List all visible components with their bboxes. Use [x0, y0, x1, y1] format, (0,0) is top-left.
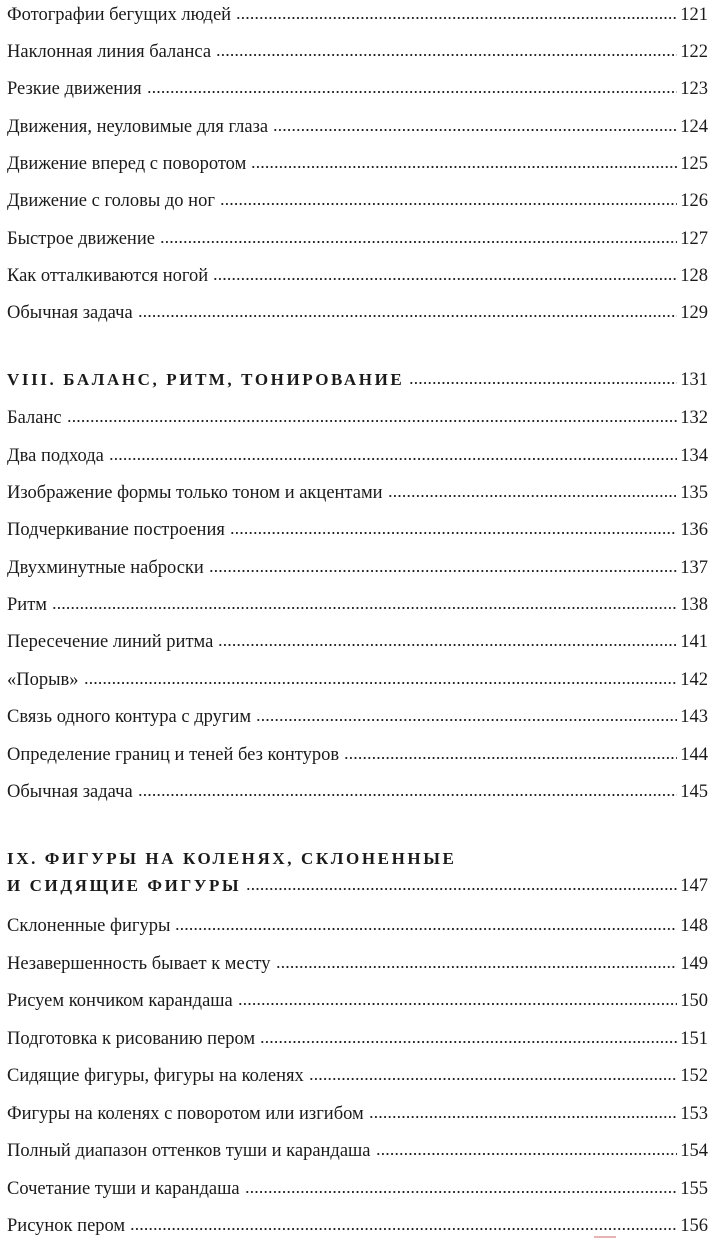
chapter-title-line2: И СИДЯЩИЕ ФИГУРЫ [7, 876, 242, 895]
entry-page: 137 [680, 558, 708, 578]
toc-entry [7, 304, 708, 323]
dot-leader [236, 16, 677, 20]
dot-leader [220, 202, 677, 206]
entry-title: Ритм [7, 595, 47, 615]
dot-leader [213, 277, 677, 281]
entry-title: Рисунок пером [7, 1216, 126, 1236]
toc-entry [7, 521, 708, 540]
toc-entry [7, 1105, 708, 1124]
entry-title: Двухминутные наброски [7, 558, 204, 578]
toc-entry [7, 596, 708, 615]
dot-leader [256, 718, 677, 722]
toc-entry [7, 1067, 708, 1086]
entry-title: Пересечение линий ритма [7, 632, 214, 652]
entry-page: 149 [680, 954, 708, 974]
entry-page: 121 [680, 5, 708, 25]
toc-entry [7, 708, 708, 727]
dot-leader [260, 1040, 677, 1044]
entry-title: Сидящие фигуры, фигуры на коленях [7, 1066, 304, 1086]
entry-title: Движение вперед с поворотом [7, 154, 247, 174]
entry-page: 141 [680, 632, 708, 652]
toc-entry [7, 1030, 708, 1049]
entry-page: 145 [680, 782, 708, 802]
toc-entry [7, 43, 708, 62]
dot-leader [130, 1227, 677, 1231]
entry-title: Наклонная линия баланса [7, 42, 212, 62]
dot-leader [67, 419, 678, 423]
entry-title: Движения, неуловимые для глаза [7, 117, 269, 137]
entry-title: Движение с головы до ног [7, 191, 215, 211]
toc-entry [7, 559, 708, 578]
entry-title: Рисуем кончиком карандаша [7, 991, 233, 1011]
entry-page: 150 [680, 991, 708, 1011]
toc-entry [7, 1180, 708, 1199]
dot-leader [138, 793, 678, 797]
dot-leader [138, 314, 678, 318]
entry-page: 151 [680, 1029, 708, 1049]
dot-leader [409, 381, 677, 385]
chapter-page: 147 [680, 876, 708, 896]
toc-entry [7, 6, 708, 25]
chapter-title-line1: IX. ФИГУРЫ НА КОЛЕНЯХ, СКЛОНЕННЫЕ [7, 849, 457, 868]
toc-entry [7, 230, 708, 249]
entry-title: Определение границ и теней без контуров [7, 745, 340, 765]
entry-page: 144 [680, 745, 708, 765]
entry-title: Полный диапазон оттенков туши и карандаша [7, 1141, 371, 1161]
dot-leader [160, 240, 677, 244]
entry-page: 155 [680, 1179, 708, 1199]
toc-entry [7, 746, 708, 765]
entry-title: «Порыв» [7, 670, 79, 690]
dot-leader [309, 1077, 678, 1081]
entry-title: Склоненные фигуры [7, 916, 171, 936]
entry-page: 142 [680, 670, 708, 690]
entry-title: Баланс [7, 408, 62, 428]
entry-page: 143 [680, 707, 708, 727]
toc-entry [7, 1142, 708, 1161]
toc-entry [7, 267, 708, 286]
dot-leader [109, 457, 677, 461]
dot-leader [216, 53, 677, 57]
entry-page: 132 [680, 408, 708, 428]
entry-title: Два подхода [7, 446, 104, 466]
entry-title: Связь одного контура с другим [7, 707, 252, 727]
entry-title: Как отталкиваются ногой [7, 266, 209, 286]
entry-page: 154 [680, 1141, 708, 1161]
chapter-title: VIII. БАЛАНС, РИТМ, ТОНИРОВАНИЕ [7, 370, 405, 389]
entry-title: Фигуры на коленях с поворотом или изгибом [7, 1104, 364, 1124]
dot-leader [276, 965, 678, 969]
entry-title: Обычная задача [7, 303, 133, 323]
entry-title: Подготовка к рисованию пером [7, 1029, 256, 1049]
toc-entry [7, 155, 708, 174]
toc-entry [7, 118, 708, 137]
toc-entry [7, 192, 708, 211]
entry-title: Резкие движения [7, 79, 142, 99]
dot-leader [175, 927, 677, 931]
toc-entry [7, 80, 708, 99]
entry-page: 126 [680, 191, 708, 211]
entry-page: 125 [680, 154, 708, 174]
entry-page: 124 [680, 117, 708, 137]
entry-title: Быстрое движение [7, 229, 155, 249]
entry-title: Подчеркивание построения [7, 520, 225, 540]
entry-page: 127 [680, 229, 708, 249]
toc-entry [7, 484, 708, 503]
entry-page: 123 [680, 79, 708, 99]
toc-entry [7, 1217, 708, 1236]
entry-page: 153 [680, 1104, 708, 1124]
entry-title: Обычная задача [7, 782, 133, 802]
toc-entry [7, 409, 708, 428]
toc-entry [7, 783, 708, 802]
entry-page: 148 [680, 916, 708, 936]
entry-page: 152 [680, 1066, 708, 1086]
entry-page: 156 [680, 1216, 708, 1236]
entry-page: 128 [680, 266, 708, 286]
dot-leader [388, 494, 678, 498]
entry-title: Сочетание туши и карандаша [7, 1179, 240, 1199]
entry-title: Фотографии бегущих людей [7, 5, 232, 25]
dot-leader [369, 1115, 678, 1119]
toc-entry [7, 955, 708, 974]
entry-page: 135 [680, 483, 708, 503]
entry-page: 136 [680, 520, 708, 540]
dot-leader [230, 531, 677, 535]
dot-leader [245, 1190, 678, 1194]
toc-entry [7, 671, 708, 690]
dot-leader [84, 681, 678, 685]
dot-leader [376, 1152, 678, 1156]
dot-leader [246, 887, 677, 891]
chapter-heading [7, 371, 708, 390]
dot-leader [52, 606, 677, 610]
toc-entry [7, 992, 708, 1011]
dot-leader [238, 1002, 678, 1006]
entry-page: 122 [680, 42, 708, 62]
entry-page: 134 [680, 446, 708, 466]
dot-leader [344, 756, 677, 760]
entry-title: Изображение формы только тоном и акцентами [7, 483, 383, 503]
toc-entry [7, 917, 708, 936]
chapter-page: 131 [680, 370, 708, 390]
toc-entry [7, 447, 708, 466]
toc-entry [7, 633, 708, 652]
dot-leader [147, 90, 678, 94]
dot-leader [251, 165, 677, 169]
scan-mark [594, 1236, 616, 1238]
entry-page: 129 [680, 303, 708, 323]
chapter-heading [7, 877, 708, 896]
dot-leader [273, 128, 677, 132]
dot-leader [218, 643, 677, 647]
dot-leader [209, 569, 677, 573]
entry-title: Незавершенность бывает к месту [7, 954, 271, 974]
entry-page: 138 [680, 595, 708, 615]
